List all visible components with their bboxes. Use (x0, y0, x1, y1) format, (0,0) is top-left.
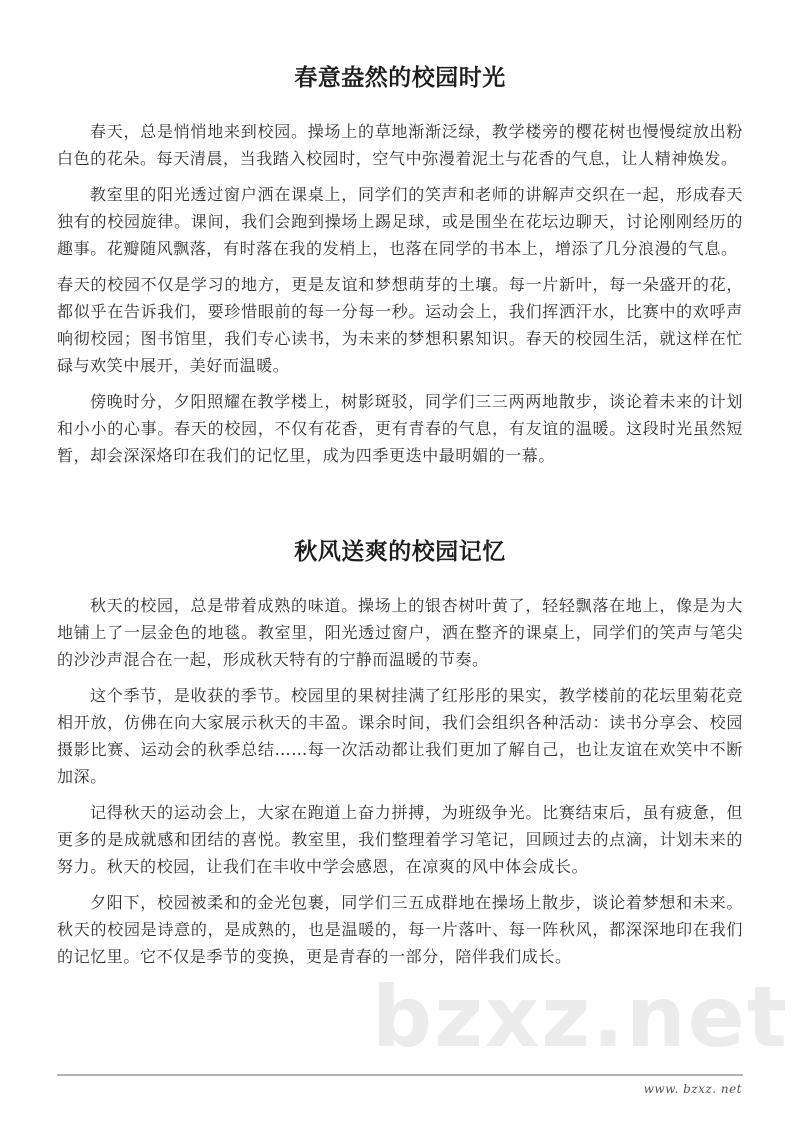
paragraph: 秋天的校园，总是带着成熟的味道。操场上的银杏树叶黄了，轻轻飘落在地上，像是为大地铺上了一层金色的地毯。教室里，阳光透过窗户，洒在整齐的课桌上，同学们的笑声与笔尖的沙沙声混合在一起，形成秋天特有的宁静而温暖的节奏。 (57, 596, 743, 669)
paragraph: 夕阳下，校园被柔和的金光包裹，同学们三五成群地在操场上散步，谈论着梦想和未来。秋天的校园是诗意的，是成熟的，也是温暖的，每一片落叶、每一阵秋风，都深深地印在我们的记忆里。它不仅是季节的变换，更是青春的一部分，陪伴我们成长。 (57, 893, 743, 966)
footer-url: www. bzxz. net (643, 1082, 742, 1096)
section-body (57, 118, 743, 469)
watermark: bzxz.net (372, 968, 789, 1066)
section-autumn (57, 535, 743, 970)
paragraph: 这个季节，是收获的季节。校园里的果树挂满了红彤彤的果实，教学楼前的花坛里菊花竞相开放，仿佛在向大家展示秋天的丰盈。课余时间，我们会组织各种活动：读书分享会、校园摄影比赛、运动会的秋季总结……每一次活动都让我们更加了解自己，也让友谊在欢笑中不断加深。 (57, 686, 743, 786)
paragraph: 傍晚时分，夕阳照耀在教学楼上，树影斑驳，同学们三三两两地散步，谈论着未来的计划和小小的心事。春天的校园，不仅有花香，更有青春的气息，有友谊的温暖。这段时光虽然短暂，却会深深烙印在我们的记忆里，成为四季更迭中最明媚的一幕。 (57, 392, 743, 465)
footer-divider (57, 1074, 743, 1076)
paragraph: 春天，总是悄悄地来到校园。操场上的草地渐渐泛绿，教学楼旁的樱花树也慢慢绽放出粉白色的花朵。每天清晨，当我踏入校园时，空气中弥漫着泥土与花香的气息，让人精神焕发。 (57, 122, 743, 168)
section-title: 秋风送爽的校园记忆 (294, 539, 506, 565)
section-spring (57, 61, 743, 469)
section-body (57, 592, 743, 970)
paragraph: 教室里的阳光透过窗户洒在课桌上，同学们的笑声和老师的讲解声交织在一起，形成春天独有的校园旋律。课间，我们会跑到操场上踢足球，或是围坐在花坛边聊天，讨论刚刚经历的趣事。花瓣随风飘落，有时落在我的发梢上，也落在同学的书本上，增添了几分浪漫的气息。 (57, 185, 743, 258)
section-title: 春意盎然的校园时光 (294, 65, 506, 91)
paragraph: 记得秋天的运动会上，大家在跑道上奋力拼搏，为班级争光。比赛结束后，虽有疲惫，但更多的是成就感和团结的喜悦。教室里，我们整理着学习笔记，回顾过去的点滴，计划未来的努力。秋天的校园，让我们在丰收中学会感恩，在凉爽的风中体会成长。 (57, 803, 743, 876)
paragraph: 春天的校园不仅是学习的地方，更是友谊和梦想萌芽的土壤。每一片新叶，每一朵盛开的花，都似乎在告诉我们，要珍惜眼前的每一分每一秒。运动会上，我们挥洒汗水，比赛中的欢呼声响彻校园；图书馆里，我们专心读书，为未来的梦想积累知识。春天的校园生活，就这样在忙碌与欢笑中展开，美好而温暖。 (57, 275, 743, 375)
